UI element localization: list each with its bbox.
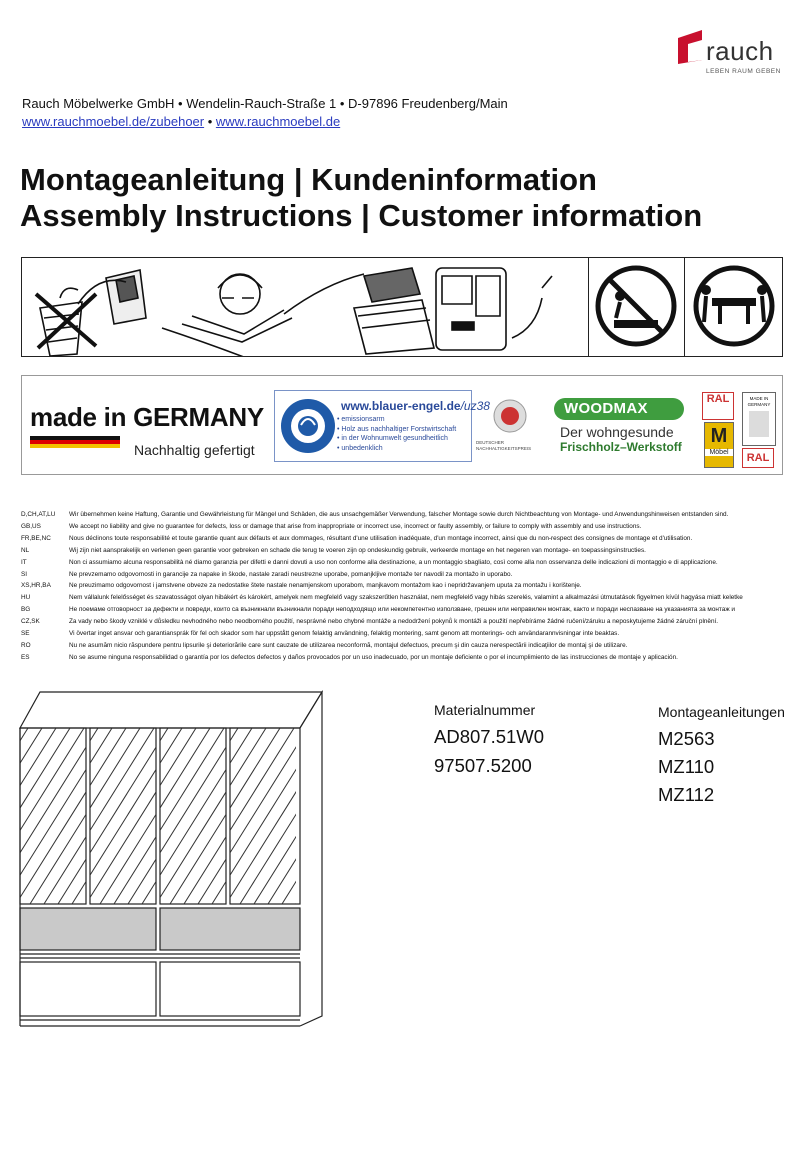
rauch-logo-mark-icon <box>676 30 706 64</box>
disclaimer-row <box>21 652 791 664</box>
wardrobe-illustration <box>18 690 324 1036</box>
material-number-2: 97507.5200 <box>434 755 532 776</box>
two-person-assembly-icon <box>686 258 782 356</box>
disclaimer-country-code: XS,HR,BA <box>21 582 51 590</box>
disclaimer-country-code: IT <box>21 558 27 566</box>
disclaimer-row <box>21 640 791 652</box>
instruction-code-2: MZ110 <box>658 756 715 777</box>
disclaimer-country-code: RO <box>21 641 31 649</box>
page-title-en: Assembly Instructions | Customer information <box>20 198 703 233</box>
strip-divider <box>684 258 685 356</box>
disclaimer-row <box>21 569 791 581</box>
blauer-engel-badge <box>274 390 490 462</box>
disclaimer-row <box>21 533 791 545</box>
material-number-1: AD807.51W0 <box>434 726 545 747</box>
hatch-line <box>18 728 56 904</box>
disclaimer-country-code: SI <box>21 570 28 578</box>
disclaimer-text: We accept no liability and give no guarantee for defects, loss or damage that arise from inappropriate or incorrect use, incorrect or faulty assembly, or failure to comply with assembly and use instructions. <box>69 522 642 530</box>
disclaimer-row <box>21 509 791 521</box>
disclaimer-row <box>21 628 791 640</box>
instruction-code-3: MZ112 <box>658 784 715 805</box>
hatch-line <box>18 728 126 904</box>
company-address: Rauch Möbelwerke GmbH • Wendelin-Rauch-Straße 1 • D-97896 Freudenberg/Main <box>22 96 508 111</box>
mirror-hatching <box>18 728 324 904</box>
disclaimer-country-code: ES <box>21 653 30 661</box>
disclaimer-country-code: HU <box>21 594 31 602</box>
keep-instructions-pictogram <box>22 258 582 356</box>
brand-tagline: LEBEN RAUM GEBEN <box>706 68 781 75</box>
disclaimer-text: Nous déclinons toute responsabilité et toute garantie quant aux défauts et aux dommages, résultant d'une utilisation inadéquate, d'un montage incorrect, ainsi que du non-respect des consignes de montage et d'utilisation. <box>69 534 693 542</box>
disclaimer-text: Не поемаме отговорност за дефекти и повреди, които са възникнали възникнали поради неподходящо или некомпетентно използване, грешен или неправилен монтаж, както и поради неспазване на указанията за монтаж и <box>69 606 735 614</box>
disclaimer-row <box>21 557 791 569</box>
m-moebel-badge: M Möbel <box>704 422 734 468</box>
disclaimer-country-code: GB,US <box>21 522 41 530</box>
link-separator: • <box>204 114 216 129</box>
certifications-banner <box>21 375 783 475</box>
blauer-engel-points: • emissionsarm • Holz aus nachhaltiger Forstwirtschaft • in der Wohnumwelt gesundheitlich • unbedenklich <box>337 415 456 453</box>
disclaimer-text: Nu ne asumăm nicio răspundere pentru lipsurile şi deteriorările care sunt cauzate de utilizarea neconformă, montajul defectuos, precum şi din cauza nerespectării indicaţiilor de montaj şi de utilizare. <box>69 641 628 649</box>
liability-disclaimer <box>21 509 791 664</box>
instruction-code-1: M2563 <box>658 728 715 749</box>
disclaimer-country-code: SE <box>21 630 30 638</box>
disclaimer-row <box>21 521 791 533</box>
link-homepage[interactable]: www.rauchmoebel.de <box>215 114 341 129</box>
disclaimer-country-code: D,CH,AT,LU <box>21 511 56 518</box>
page-title-de: Montageanleitung | Kundeninformation <box>20 162 597 197</box>
blauer-engel-url: www.blauer-engel.de/uz38 <box>341 399 490 413</box>
disclaimer-text: Vi övertar inget ansvar och garantiansprák för fel och skador som har uppstått genom felaktig användning, felaktig montering, samt genom att monterings- och användarannvisningar inte beaktas. <box>69 630 620 638</box>
disclaimer-text: Za vady nebo škody vzniklé v důsledku nevhodného nebo neodborného použití, nesprávné nebo chybné montáže a nedodržení pokynů k montáži a použití nepřebíráme žádné ručení/záruku a neposkytujeme žádné záruční plnění. <box>69 618 719 626</box>
disclaimer-row <box>21 616 791 628</box>
disclaimer-row <box>21 592 791 604</box>
mirror-hatching <box>18 728 308 904</box>
woodmax-line2: Frischholz–Werkstoff <box>560 440 682 454</box>
disclaimer-country-code: FR,BE,NC <box>21 534 51 542</box>
instructions-label: Montageanleitungen <box>658 704 785 720</box>
disclaimer-country-code: NL <box>21 546 30 554</box>
no-single-assembly-icon <box>590 258 684 356</box>
hatch-line <box>18 728 56 904</box>
disclaimer-text: Nem vállalunk felelősséget és szavatosságot olyan hibákért és károkért, amelyek nem megfelelő vagy szakszerűtlen használat, nem megfelelő vagy hibás szerelés, valamint a alkalmazási útmutatások figyelmen kívül hagyása miatt keletke <box>69 594 743 602</box>
ral-badge-bottom: RAL <box>742 448 774 468</box>
link-zubehoer[interactable]: www.rauchmoebel.de/zubehoer <box>22 114 205 129</box>
disclaimer-text: Non ci assumiamo alcuna responsabilità né diamo garanzia per difetti e danni dovuti a uso non conforme alla destinazione, a un montaggio sbagliato, così come alla non osservanza delle indicazioni di montaggio e di applicazione. <box>69 558 718 566</box>
award-text: DEUTSCHER NACHHALTIGKEITSPREIS <box>476 440 532 451</box>
hatch-line <box>18 728 42 904</box>
instruction-pictograms <box>21 257 783 357</box>
woodmax-logo: WOODMAX <box>554 398 684 420</box>
disclaimer-country-code: BG <box>21 606 31 614</box>
made-in-germany-badge <box>30 402 264 458</box>
sustainably-made-text: Nachhaltig gefertigt <box>134 442 255 458</box>
rauch-logo <box>676 28 786 80</box>
disclaimer-text: Wir übernehmen keine Haftung, Garantie und Gewährleistung für Mängel und Schäden, die aus unsachgemäßer Verwendung, falscher Montage sowie durch Nichtbeachtung von Montage- und Anwendungshinweisen entstanden sind. <box>69 511 729 518</box>
blauer-engel-seal-icon <box>279 397 337 455</box>
disclaimer-text: No se asume ninguna responsabilidad o garantía por los defectos defectos y daños provocados por un uso inadecuado, por un montaje deficiente o por el incumplimiento de las instrucciones de montaje y aplicación. <box>69 653 678 661</box>
woodmax-line1: Der wohngesunde <box>560 424 674 440</box>
disclaimer-text: Ne preuzimamo odgovornost i jamstvene obveze za nedostatke štete nastale nenamjenskom uporabom, manjkavom montažom kao i nepridržavanjem uputa za montažu i korištenje. <box>69 582 582 590</box>
brand-name: rauch <box>706 36 774 66</box>
made-in-germany-ral-badge: MADE IN GERMANY <box>742 392 776 446</box>
disclaimer-country-code: CZ,SK <box>21 618 40 626</box>
material-number-label: Materialnummer <box>434 702 536 718</box>
strip-divider <box>588 258 589 356</box>
disclaimer-text: Ne prevzemamo odgovornosti in garancije za napake in škode, nastale zaradi neustrezne uporabe, pomanjkljive montaže ter navodil za montažo in uporabo. <box>69 570 513 578</box>
woodmax-badge <box>552 398 684 458</box>
mirror-hatching <box>18 728 238 904</box>
disclaimer-row <box>21 545 791 557</box>
disclaimer-row <box>21 604 791 616</box>
hatch-line <box>18 728 42 904</box>
sustainability-award-badge <box>474 392 546 462</box>
website-links <box>22 114 340 129</box>
german-flag-icon <box>30 436 120 448</box>
ral-badge-top: RAL <box>702 392 734 420</box>
award-seal-icon <box>490 396 530 436</box>
made-in-germany-text: made in GERMANY <box>30 402 264 432</box>
disclaimer-text: Wij zijn niet aansprakelijk en verlenen geen garantie voor gebreken en schade die terug te voeren zijn op ondeskundig gebruik, verkeerde montage en het negeren van montage- en toepassingsinstructies. <box>69 546 646 554</box>
disclaimer-row <box>21 580 791 592</box>
